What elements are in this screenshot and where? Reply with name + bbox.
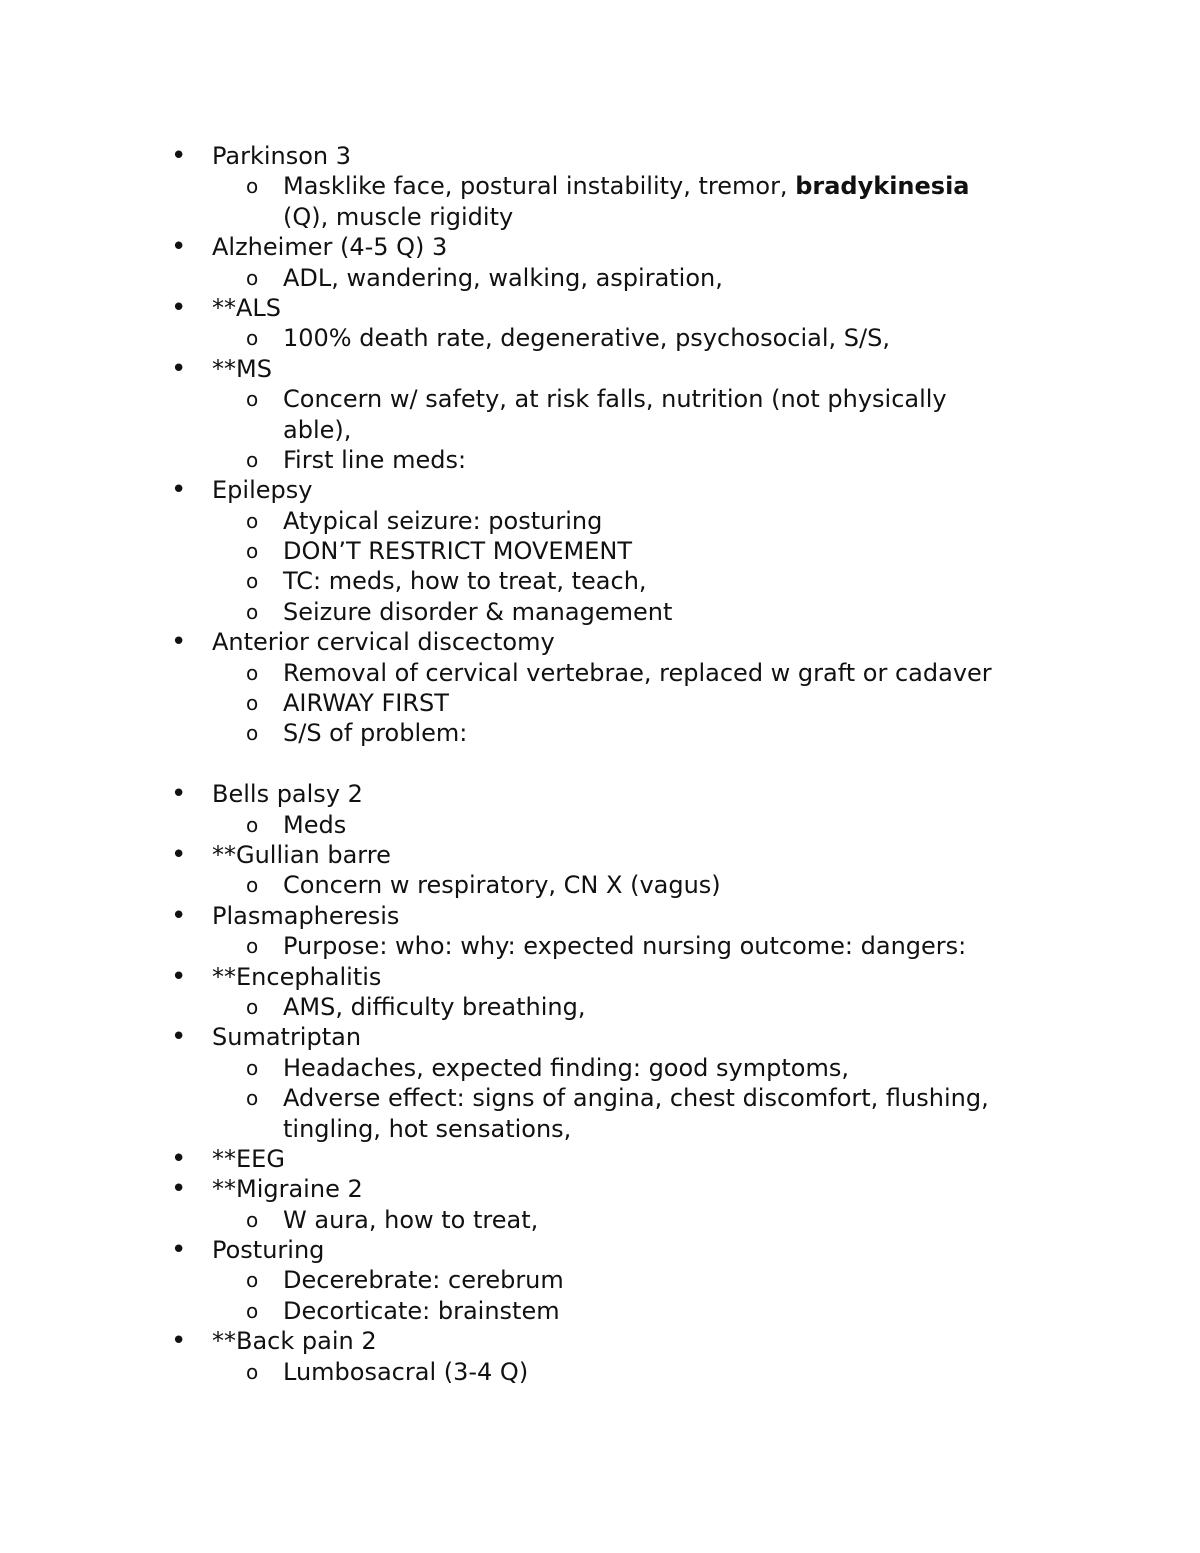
item-text-run: Lumbosacral (3-4 Q) (283, 1357, 529, 1386)
item-text-run: Adverse effect: signs of angina, chest discomfort, flushing, (283, 1084, 989, 1113)
item-text (283, 810, 346, 840)
item-text-run: AMS, difficulty breathing, (283, 992, 586, 1021)
item-text (283, 415, 351, 445)
bullet-item (0, 779, 1200, 809)
item-text-run: ADL, wandering, walking, aspiration, (283, 263, 723, 292)
item-text (212, 627, 555, 657)
item-text-run: Bells palsy 2 (212, 780, 363, 809)
item-text-run: Seizure disorder & management (283, 597, 673, 626)
bullet-icon: • (171, 1174, 187, 1205)
bullet-item (0, 232, 1200, 262)
item-text (283, 658, 992, 688)
bullet-icon: • (171, 1235, 187, 1266)
item-text-run: Masklike face, postural instability, tremor, (283, 172, 796, 201)
item-text (283, 1053, 849, 1083)
sub-bullet-item (0, 263, 1200, 293)
item-text-run: able), (283, 415, 352, 444)
item-bold-text: bradykinesia (795, 172, 970, 201)
sub-bullet-item (0, 1205, 1200, 1235)
item-text-run: AIRWAY FIRST (283, 689, 449, 718)
item-text (212, 1235, 324, 1265)
bullet-item (0, 475, 1200, 505)
item-text (212, 901, 399, 931)
item-text-run: Posturing (212, 1236, 325, 1265)
item-text-run: DON’T RESTRICT MOVEMENT (283, 537, 633, 566)
sub-bullet-icon: o (246, 1207, 259, 1232)
bullet-icon: • (171, 141, 187, 171)
item-text (212, 1022, 361, 1052)
sub-bullet-item (0, 384, 1200, 414)
bullet-icon: • (171, 779, 187, 810)
item-text-run: TC: meds, how to treat, teach, (283, 567, 647, 596)
item-text (283, 171, 970, 201)
item-text-run: (Q), muscle rigidity (283, 202, 514, 231)
item-text (283, 263, 723, 293)
item-text-run: Plasmapheresis (212, 901, 400, 930)
sub-bullet-item (0, 323, 1200, 353)
sub-bullet-item (0, 718, 1200, 748)
sub-bullet-item (0, 171, 1200, 201)
sub-bullet-item (0, 931, 1200, 961)
document-body (0, 141, 1200, 1387)
sub-bullet-icon: o (246, 812, 259, 837)
item-text (283, 1083, 989, 1113)
bullet-icon: • (171, 1326, 187, 1357)
item-text-run: **Encephalitis (212, 962, 382, 991)
item-text-run: **MS (212, 354, 272, 383)
item-text (283, 597, 672, 627)
bullet-icon: • (171, 1022, 187, 1053)
item-text (212, 354, 272, 384)
bullet-icon: • (171, 1143, 187, 1174)
sub-bullet-icon: o (246, 539, 259, 564)
sub-bullet-icon: o (246, 265, 259, 290)
bullet-icon: • (171, 627, 187, 658)
sub-bullet-item (0, 1296, 1200, 1326)
sub-bullet-icon: o (246, 447, 259, 472)
item-text-run: Removal of cervical vertebrae, replaced w graft or cadaver (283, 658, 992, 687)
sub-bullet-icon: o (246, 1268, 259, 1293)
sub-bullet-icon: o (246, 1086, 259, 1111)
item-text-run: Meds (283, 810, 347, 839)
bullet-icon: • (171, 232, 187, 263)
item-text (283, 1296, 560, 1326)
item-text-run: First line meds: (283, 445, 467, 474)
item-text-run: **ALS (212, 293, 282, 322)
sub-bullet-icon: o (246, 599, 259, 624)
sub-bullet-icon: o (246, 873, 259, 898)
bullet-icon: • (171, 292, 187, 323)
item-text-run: W aura, how to treat, (283, 1205, 539, 1234)
sub-bullet-item (0, 810, 1200, 840)
sub-bullet-item (0, 536, 1200, 566)
item-text (283, 1357, 528, 1387)
bullet-item (0, 901, 1200, 931)
item-text-run: tingling, hot sensations, (283, 1114, 572, 1143)
item-text-run: Parkinson 3 (212, 142, 352, 170)
item-text-run: Alzheimer (4-5 Q) 3 (212, 233, 448, 262)
sub-bullet-icon: o (246, 1359, 259, 1384)
item-text-run: Concern w/ safety, at risk falls, nutrition (not physically (283, 385, 947, 414)
item-text-run: Concern w respiratory, CN X (vagus) (283, 871, 721, 900)
bullet-item (0, 141, 1200, 171)
bullet-item (0, 962, 1200, 992)
bullet-icon: • (171, 900, 187, 931)
item-text-run: Decerebrate: cerebrum (283, 1266, 564, 1295)
sub-bullet-item (0, 992, 1200, 1022)
item-text (212, 1144, 285, 1174)
item-text (212, 779, 363, 809)
item-text (283, 323, 890, 353)
item-text (283, 202, 513, 232)
bullet-item (0, 293, 1200, 323)
bullet-icon: • (171, 353, 187, 384)
item-text (212, 1326, 377, 1356)
sub-bullet-icon: o (246, 994, 259, 1019)
bullet-item (0, 1144, 1200, 1174)
item-text (283, 992, 585, 1022)
item-text (283, 445, 466, 475)
sub-bullet-icon: o (246, 934, 259, 959)
item-text (283, 1265, 564, 1295)
sub-bullet-icon: o (246, 660, 259, 685)
item-text (283, 566, 647, 596)
bullet-item (0, 840, 1200, 870)
sub-bullet-item (0, 566, 1200, 596)
blank-line (0, 749, 1200, 779)
bullet-item (0, 627, 1200, 657)
item-text-run: Sumatriptan (212, 1023, 362, 1052)
item-text-run: S/S of problem: (283, 719, 468, 748)
item-text-run: Atypical seizure: posturing (283, 506, 603, 535)
sub-bullet-icon: o (246, 174, 259, 199)
sub-bullet-item (0, 658, 1200, 688)
item-text (283, 384, 947, 414)
item-text (212, 840, 391, 870)
sub-bullet-icon: o (246, 569, 259, 594)
sub-bullet-item (0, 1083, 1200, 1113)
item-text-run: Purpose: who: why: expected nursing outcome: dangers: (283, 932, 967, 961)
item-text-run: Decorticate: brainstem (283, 1296, 560, 1325)
item-text (212, 141, 351, 171)
item-text (283, 870, 721, 900)
item-text-run: Epilepsy (212, 476, 313, 505)
item-text (212, 1174, 363, 1204)
sub-bullet-icon: o (246, 1055, 259, 1080)
item-text (283, 536, 632, 566)
bullet-item (0, 1022, 1200, 1052)
bullet-item (0, 1235, 1200, 1265)
bullet-item (0, 354, 1200, 384)
sub-bullet-icon: o (246, 326, 259, 351)
sub-bullet-continuation (0, 202, 1200, 232)
item-text (212, 293, 281, 323)
sub-bullet-item (0, 597, 1200, 627)
item-text-run: Headaches, expected finding: good symptoms, (283, 1053, 849, 1082)
sub-bullet-icon: o (246, 721, 259, 746)
sub-bullet-item (0, 445, 1200, 475)
item-text-run: **Back pain 2 (212, 1327, 377, 1356)
item-text (283, 1114, 571, 1144)
sub-bullet-item (0, 1053, 1200, 1083)
item-text (212, 962, 381, 992)
sub-bullet-continuation (0, 1114, 1200, 1144)
bullet-item (0, 1174, 1200, 1204)
sub-bullet-item (0, 1265, 1200, 1295)
sub-bullet-icon: o (246, 387, 259, 412)
sub-bullet-item (0, 1357, 1200, 1387)
item-text-run: **Migraine 2 (212, 1175, 363, 1204)
sub-bullet-item (0, 506, 1200, 536)
item-text (212, 475, 312, 505)
item-text-run: **Gullian barre (212, 840, 391, 869)
item-text (283, 506, 602, 536)
item-text (212, 232, 447, 262)
item-text (283, 1205, 538, 1235)
bullet-icon: • (171, 839, 187, 870)
item-text (283, 688, 449, 718)
bullet-icon: • (171, 961, 187, 992)
bullet-item (0, 1326, 1200, 1356)
sub-bullet-item (0, 870, 1200, 900)
sub-bullet-icon: o (246, 1298, 259, 1323)
item-text-run: Anterior cervical discectomy (212, 628, 555, 657)
sub-bullet-icon: o (246, 508, 259, 533)
sub-bullet-icon: o (246, 691, 259, 716)
sub-bullet-continuation (0, 415, 1200, 445)
item-text-run: 100% death rate, degenerative, psychosocial, S/S, (283, 324, 890, 353)
sub-bullet-item (0, 688, 1200, 718)
item-text-run: **EEG (212, 1144, 285, 1173)
item-text (283, 718, 467, 748)
bullet-icon: • (171, 475, 187, 506)
item-text (283, 931, 966, 961)
